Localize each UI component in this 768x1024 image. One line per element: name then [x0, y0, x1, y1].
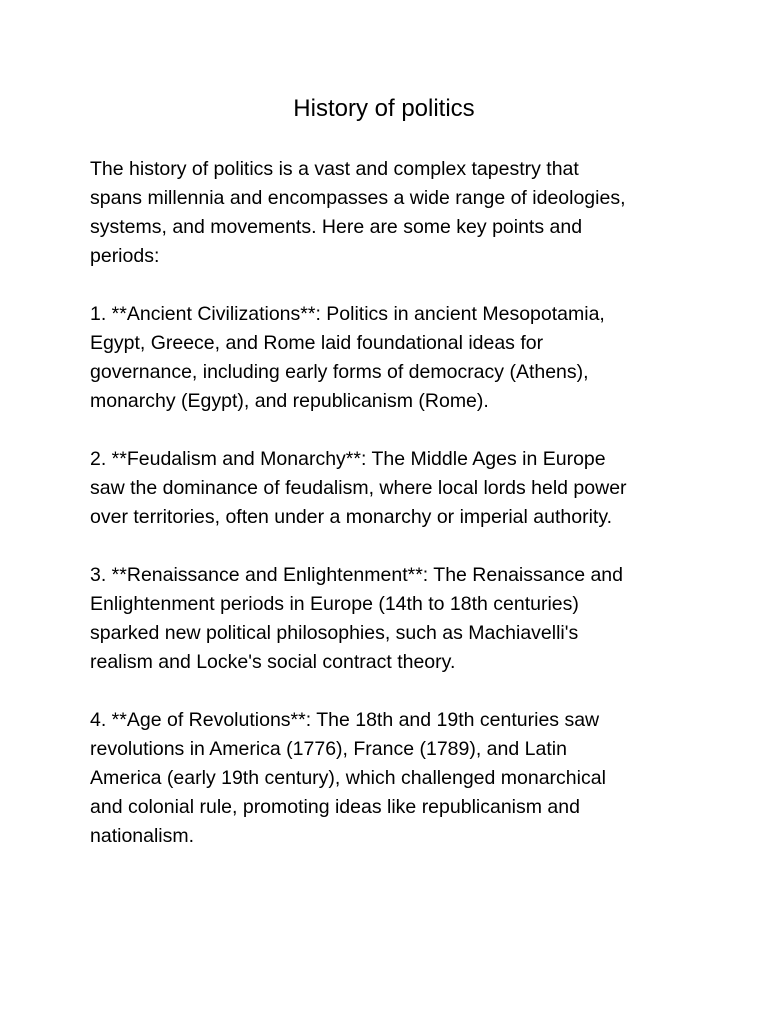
text-line: over territories, often under a monarchy or imperial authority.	[90, 506, 613, 528]
text-line: monarchy (Egypt), and republicanism (Rome).	[90, 390, 489, 412]
text-line: saw the dominance of feudalism, where local lords held power	[90, 477, 627, 499]
point-feudalism-monarchy	[90, 445, 690, 532]
text-line: 2. **Feudalism and Monarchy**: The Middle Ages in Europe	[90, 448, 606, 470]
text-line: Egypt, Greece, and Rome laid foundational ideas for	[90, 332, 544, 354]
text-line: 4. **Age of Revolutions**: The 18th and 19th centuries saw	[90, 709, 600, 731]
text-line: realism and Locke's social contract theory.	[90, 651, 456, 673]
text-line: 3. **Renaissance and Enlightenment**: The Renaissance and	[90, 564, 623, 586]
text-line: America (early 19th century), which challenged monarchical	[90, 767, 606, 789]
point-age-of-revolutions	[90, 706, 690, 851]
text-line: systems, and movements. Here are some key points and	[90, 216, 583, 238]
text-line: spans millennia and encompasses a wide range of ideologies,	[90, 187, 626, 209]
text-line: governance, including early forms of democracy (Athens),	[90, 361, 589, 383]
point-renaissance-enlightenment	[90, 561, 690, 677]
text-line: Enlightenment periods in Europe (14th to 18th centuries)	[90, 593, 579, 615]
text-line: sparked new political philosophies, such as Machiavelli's	[90, 622, 579, 644]
text-line: nationalism.	[90, 825, 195, 847]
text-line: The history of politics is a vast and complex tapestry that	[90, 158, 579, 180]
document-body	[90, 155, 690, 880]
document-title: History of politics	[293, 95, 475, 122]
text-line: 1. **Ancient Civilizations**: Politics in ancient Mesopotamia,	[90, 303, 605, 325]
text-line: periods:	[90, 245, 160, 267]
point-ancient-civilizations	[90, 300, 690, 416]
intro-paragraph	[90, 155, 690, 271]
text-line: and colonial rule, promoting ideas like republicanism and	[90, 796, 580, 818]
text-line: revolutions in America (1776), France (1789), and Latin	[90, 738, 567, 760]
